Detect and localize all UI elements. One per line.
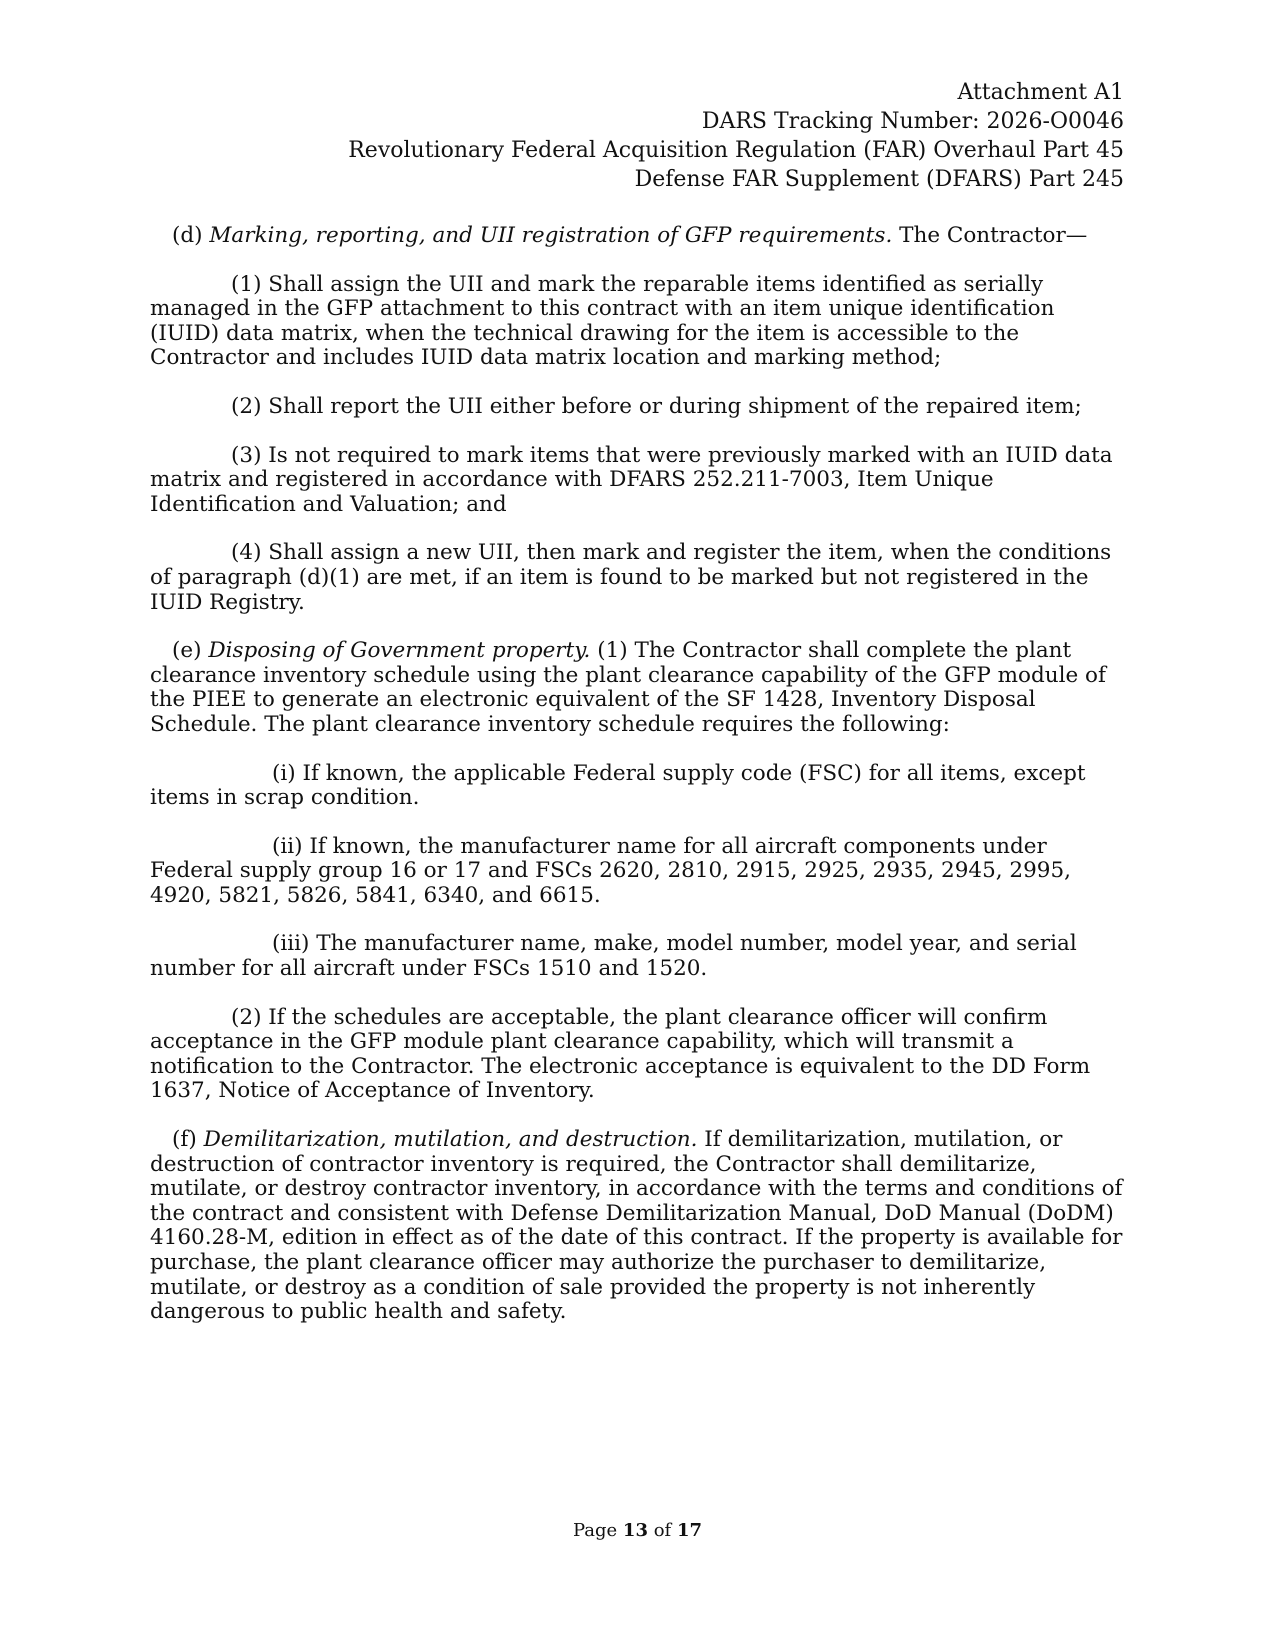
paragraph-d-text: The Contractor— — [892, 223, 1088, 248]
paragraph-e-1-i: (i) If known, the applicable Federal supply code (FSC) for all items, except items in scrap condition. — [150, 760, 1086, 811]
page-footer — [0, 1520, 1275, 1542]
paragraph-d-heading: Marking, reporting, and UII registration of GFP requirements. — [209, 223, 893, 248]
paragraph-e-text: (1) The Contractor shall complete the plant clearance inventory schedule using the plant clearance capability of the GFP module of the PIEE to generate an electronic equivalent of the SF 1428, Inventory Disposal Schedule. The plant clearance inventory schedule requires the following: — [150, 638, 1106, 737]
paragraph-d-4: (4) Shall assign a new UII, then mark and register the item, when the conditions of paragraph (d)(1) are met, if an item is found to be marked but not registered in the IUID Registry. — [150, 540, 1112, 615]
paragraph-e-1-ii: (ii) If known, the manufacturer name for all aircraft components under Federal supply group 16 or 17 and FSCs 2620, 2810, 2915, 2925, 2935, 2945, 2995, 4920, 5821, 5826, 5841, 6340, and 6615. — [150, 833, 1071, 908]
paragraph-e-heading: Disposing of Government property. — [208, 638, 591, 664]
paragraph-e-lead: (e) — [172, 638, 209, 664]
paragraph-e-2: (2) If the schedules are acceptable, the plant clearance officer will confirm acceptance in the GFP module plant clearance capability, which will transmit a notification to the Contractor. The electronic acceptance is equivalent to the DD Form 1637, Notice of Acceptance of Inventory. — [150, 1004, 1091, 1104]
page-header — [224, 78, 1124, 194]
paragraph-d-lead: (d) — [172, 223, 210, 248]
header-tracking-number: DARS Tracking Number: 2026-O0046 — [701, 109, 1124, 134]
footer-total-pages: 17 — [676, 1520, 702, 1541]
header-attachment: Attachment A1 — [957, 80, 1124, 105]
paragraph-e — [150, 639, 1130, 737]
header-far-part: Revolutionary Federal Acquisition Regulation (FAR) Overhaul Part 45 — [348, 138, 1124, 163]
paragraph-e-1-iii: (iii) The manufacturer name, make, model number, model year, and serial number for all aircraft under FSCs 1510 and 1520. — [150, 931, 1077, 982]
paragraph-d-2: (2) Shall report the UII either before or during shipment of the repaired item; — [231, 393, 1082, 419]
footer-page-word: Page — [572, 1520, 623, 1541]
paragraph-f-heading: Demilitarization, mutilation, and destruction. — [203, 1127, 698, 1153]
document-body — [150, 224, 1130, 1349]
paragraph-d-3: (3) Is not required to mark items that were previously marked with an IUID data matrix and registered in accordance with DFARS 252.211-7003, Item Unique Identification and Valuation; and — [150, 442, 1113, 517]
paragraph-f-text: If demilitarization, mutilation, or destruction of contractor inventory is required, the Contractor shall demilitarize, mutilate, or destroy contractor inventory, in accordance with the terms and conditions of the contract and consistent with Defense Demilitarization Manual, DoD Manual (DoDM) 4160.28-M, edition in effect as of the date of this contract. If the property is available for purchase, the plant clearance officer may authorize the purchaser to demilitarize, mutilate, or destroy as a condition of sale provided the property is not inherently dangerous to public health and safety. — [150, 1127, 1123, 1325]
paragraph-d-1: (1) Shall assign the UII and mark the reparable items identified as serially managed in the GFP attachment to this contract with an item unique identification (IUID) data matrix, when the technical drawing for the item is accessible to the Contractor and includes IUID data matrix location and marking method; — [150, 271, 1055, 371]
paragraph-f-lead: (f) — [172, 1127, 204, 1153]
paragraph-f — [150, 1128, 1130, 1325]
footer-page-number: 13 — [622, 1520, 648, 1541]
footer-of-word: of — [647, 1520, 677, 1541]
header-dfars-part: Defense FAR Supplement (DFARS) Part 245 — [634, 167, 1124, 192]
paragraph-d — [150, 224, 1130, 249]
